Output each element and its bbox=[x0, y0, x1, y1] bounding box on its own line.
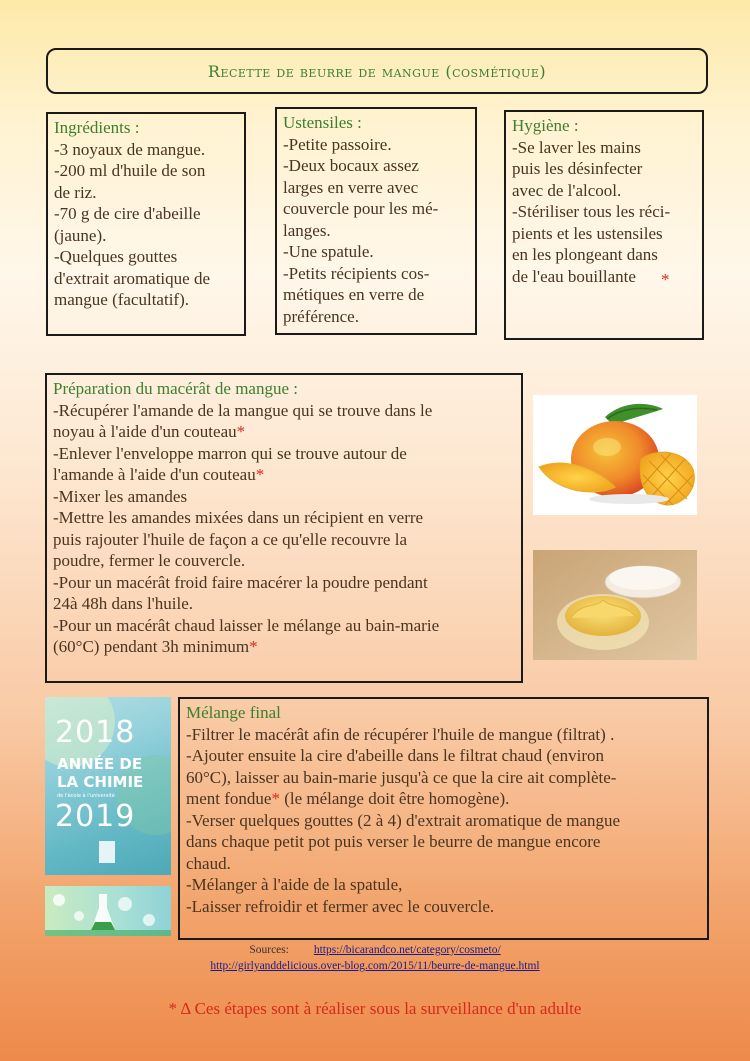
list-line bbox=[186, 745, 701, 767]
list-line-text: poudre, fermer le couvercle. bbox=[53, 551, 246, 570]
list-line-text: -Enlever l'enveloppe marron qui se trouve autour de bbox=[53, 443, 407, 463]
list-line: -Deux bocaux assez bbox=[283, 156, 419, 175]
recipe-title-box bbox=[46, 48, 708, 94]
list-line-text: -Laisser refroidir et fermer avec le couvercle. bbox=[186, 896, 495, 916]
list-line-suffix: (le mélange doit être homogène). bbox=[279, 789, 510, 808]
poster-logo bbox=[99, 841, 115, 863]
list-line: -70 g de cire d'abeille bbox=[54, 204, 201, 223]
list-line-text: 24à 48h dans l'huile. bbox=[53, 594, 193, 613]
list-line: mangue (facultatif). bbox=[54, 290, 189, 309]
utensils-heading: Ustensiles : bbox=[283, 113, 362, 132]
poster-line2: LA CHIMIE bbox=[57, 773, 144, 791]
list-line: -Petite passoire. bbox=[283, 134, 392, 154]
list-line-text: -Pour un macérât chaud laisser le mélange au bain-marie bbox=[53, 615, 440, 635]
supervision-warning: * Δ Ces étapes sont à réaliser sous la surveillance d'un adulte bbox=[168, 999, 582, 1018]
list-line: couvercle pour les mé- bbox=[283, 199, 439, 218]
list-line-text: chaud. bbox=[186, 853, 231, 873]
list-line: préférence. bbox=[283, 306, 359, 326]
list-line-text: l'amande à l'aide d'un couteau bbox=[53, 465, 256, 484]
poster-line1: ANNÉE DE bbox=[57, 755, 143, 773]
list-line-text: noyau à l'aide d'un couteau bbox=[53, 422, 237, 441]
list-line bbox=[53, 572, 515, 594]
lab-banner-image bbox=[45, 886, 171, 936]
list-line-text: 60°C), laisser au bain-marie jusqu'à ce que la cire ait complète- bbox=[186, 767, 617, 787]
list-line: (jaune). bbox=[54, 225, 107, 245]
maceration-heading: Préparation du macérât de mangue : bbox=[53, 379, 298, 398]
list-line bbox=[53, 400, 515, 422]
list-line bbox=[53, 529, 515, 551]
ingredients-heading: Ingrédients : bbox=[54, 118, 140, 137]
list-line: -200 ml d'huile de son bbox=[54, 161, 206, 180]
supervision-star: * bbox=[236, 422, 246, 441]
list-line bbox=[186, 788, 701, 810]
list-line bbox=[186, 853, 701, 875]
list-line: -Quelques gouttes bbox=[54, 247, 178, 266]
poster-year-top: 2018 bbox=[55, 715, 136, 750]
list-line bbox=[53, 636, 515, 658]
maceration-list bbox=[53, 400, 515, 658]
hygiene-box bbox=[504, 110, 704, 340]
hygiene-star: * bbox=[661, 270, 670, 289]
list-line: -Une spatule. bbox=[283, 242, 374, 261]
list-line bbox=[186, 810, 701, 832]
supervision-star: * bbox=[249, 637, 258, 656]
list-line-text: puis rajouter l'huile de façon a ce qu'elle recouvre la bbox=[53, 529, 407, 549]
list-line bbox=[53, 443, 515, 465]
poster-line3: de l'école à l'université bbox=[57, 793, 115, 799]
list-line: -Stériliser tous les réci- bbox=[512, 202, 671, 221]
poster-year-bottom: 2019 bbox=[55, 799, 136, 834]
list-line bbox=[53, 421, 515, 443]
list-line: langes. bbox=[283, 220, 331, 240]
list-line: avec de l'alcool. bbox=[512, 180, 622, 200]
chemistry-year-poster bbox=[45, 697, 171, 875]
list-line bbox=[53, 486, 515, 508]
list-line bbox=[53, 507, 515, 529]
list-line: en les plongeant dans bbox=[512, 245, 658, 264]
hygiene-heading: Hygiène : bbox=[512, 116, 579, 135]
list-line: -Se laver les mains bbox=[512, 137, 641, 157]
source-link-1[interactable]: https://bicarandco.net/category/cosmeto/ bbox=[313, 944, 501, 956]
list-line-text: -Filtrer le macérât afin de récupérer l'huile de mangue (filtrat) . bbox=[186, 724, 615, 744]
utensils-list bbox=[283, 134, 469, 328]
source-link-2[interactable]: http://girlyanddelicious.over-blog.com/2015/11/beurre-de-mangue.html bbox=[210, 960, 540, 972]
list-line bbox=[186, 831, 701, 853]
list-line: -3 noyaux de mangue. bbox=[54, 139, 206, 159]
recipe-title: Recette de beurre de mangue (cosmétique) bbox=[207, 61, 547, 81]
list-line: larges en verre avec bbox=[283, 177, 419, 197]
list-line-text: -Mixer les amandes bbox=[53, 486, 188, 506]
list-line bbox=[53, 550, 515, 572]
list-line-text: -Mettre les amandes mixées dans un récipient en verre bbox=[53, 508, 424, 527]
list-line bbox=[186, 767, 701, 789]
supervision-star: * bbox=[255, 465, 265, 484]
list-line: d'extrait aromatique de bbox=[54, 268, 210, 288]
final-mix-box bbox=[178, 697, 709, 940]
sources-label: Sources: bbox=[249, 944, 289, 956]
sources-block-2 bbox=[0, 960, 750, 972]
sources-block bbox=[0, 944, 750, 956]
list-line bbox=[53, 593, 515, 615]
list-line-text: -Pour un macérât froid faire macérer la poudre pendant bbox=[53, 572, 428, 592]
list-line: de riz. bbox=[54, 182, 97, 202]
utensils-box bbox=[275, 107, 477, 335]
hygiene-list bbox=[512, 137, 696, 288]
list-line-text: -Ajouter ensuite la cire d'abeille dans le filtrat chaud (environ bbox=[186, 746, 604, 765]
list-line: métiques en verre de bbox=[283, 285, 425, 304]
mango-photo bbox=[533, 395, 697, 515]
list-line bbox=[53, 615, 515, 637]
list-line-text: dans chaque petit pot puis verser le beurre de mangue encore bbox=[186, 832, 601, 851]
final-mix-heading: Mélange final bbox=[186, 703, 281, 722]
list-line-text: -Verser quelques gouttes (2 à 4) d'extrait aromatique de mangue bbox=[186, 810, 621, 830]
list-line: pients et les ustensiles bbox=[512, 223, 663, 243]
list-line bbox=[186, 896, 701, 918]
supervision-star: * bbox=[271, 789, 280, 808]
maceration-box bbox=[45, 373, 523, 683]
list-line: -Petits récipients cos- bbox=[283, 263, 430, 283]
list-line: puis les désinfecter bbox=[512, 159, 643, 178]
list-line bbox=[53, 464, 515, 486]
list-line bbox=[186, 874, 701, 896]
list-line-text: (60°C) pendant 3h minimum bbox=[53, 637, 250, 656]
list-line-text: ment fondue bbox=[186, 789, 272, 808]
ingredients-list bbox=[54, 139, 238, 311]
list-line-text: -Récupérer l'amande de la mangue qui se trouve dans le bbox=[53, 400, 433, 420]
butter-jar-photo bbox=[533, 550, 697, 660]
list-line: de l'eau bouillante bbox=[512, 266, 636, 286]
list-line-text: -Mélanger à l'aide de la spatule, bbox=[186, 875, 403, 894]
final-mix-list bbox=[186, 724, 701, 918]
ingredients-box bbox=[46, 112, 246, 336]
list-line bbox=[186, 724, 701, 746]
